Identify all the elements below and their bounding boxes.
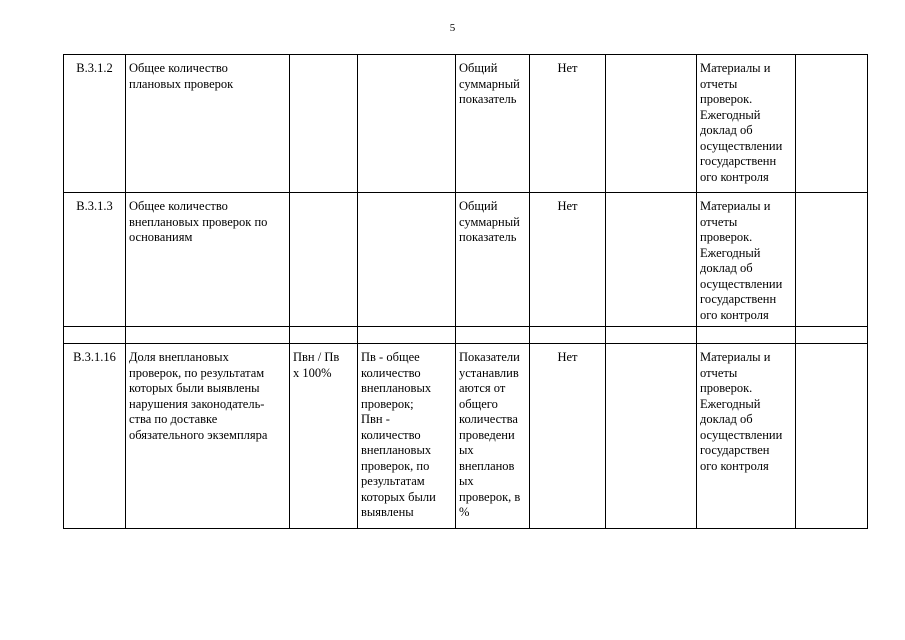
indicator-col7 [606,193,697,327]
indicator-type: Показатели устанавлив аются от общего количества проведени ых внепланов ых проверок, в % [456,344,530,529]
indicator-formula [290,327,358,344]
indicator-type: Общий суммарный показатель [456,193,530,327]
indicator-col9 [796,327,868,344]
table-row [64,193,868,327]
table-row [64,344,868,529]
indicator-type [456,327,530,344]
indicator-flag [530,327,606,344]
indicator-code: В.3.1.2 [64,55,126,193]
page-number: 5 [449,22,456,34]
indicator-source: Материалы и отчеты проверок. Ежегодный доклад об осуществлении государственн ого контроля [697,55,796,193]
indicator-formula [290,193,358,327]
indicator-flag: Нет [530,344,606,529]
indicator-name: Общее количество внеплановых проверок по основаниям [126,193,290,327]
table-row [64,55,868,193]
indicator-table [63,54,868,529]
indicator-name [126,327,290,344]
indicator-variables [358,55,456,193]
table-row [64,327,868,344]
indicator-code: В.3.1.16 [64,344,126,529]
indicator-source [697,327,796,344]
indicator-variables [358,193,456,327]
indicator-col9 [796,344,868,529]
indicator-formula: Пвн / Пв х 100% [290,344,358,529]
indicator-source: Материалы и отчеты проверок. Ежегодный доклад об осуществлении государственн ого контроля [697,193,796,327]
indicator-variables [358,327,456,344]
indicator-formula [290,55,358,193]
indicator-code: В.3.1.3 [64,193,126,327]
indicator-flag: Нет [530,55,606,193]
indicator-col7 [606,55,697,193]
indicator-name: Общее количество плановых проверок [126,55,290,193]
indicator-col7 [606,344,697,529]
indicator-col7 [606,327,697,344]
indicator-name: Доля внеплановых проверок, по результатам которых были выявлены нарушения законодатель- ства по доставке обязательного экземпляра [126,344,290,529]
indicator-flag: Нет [530,193,606,327]
indicator-variables: Пв - общее количество внеплановых проверок; Пвн - количество внеплановых проверок, по результатам которых были выявлены [358,344,456,529]
indicator-col9 [796,193,868,327]
indicator-col9 [796,55,868,193]
indicator-source: Материалы и отчеты проверок. Ежегодный доклад об осуществлении государствен ого контроля [697,344,796,529]
indicator-code [64,327,126,344]
indicator-type: Общий суммарный показатель [456,55,530,193]
